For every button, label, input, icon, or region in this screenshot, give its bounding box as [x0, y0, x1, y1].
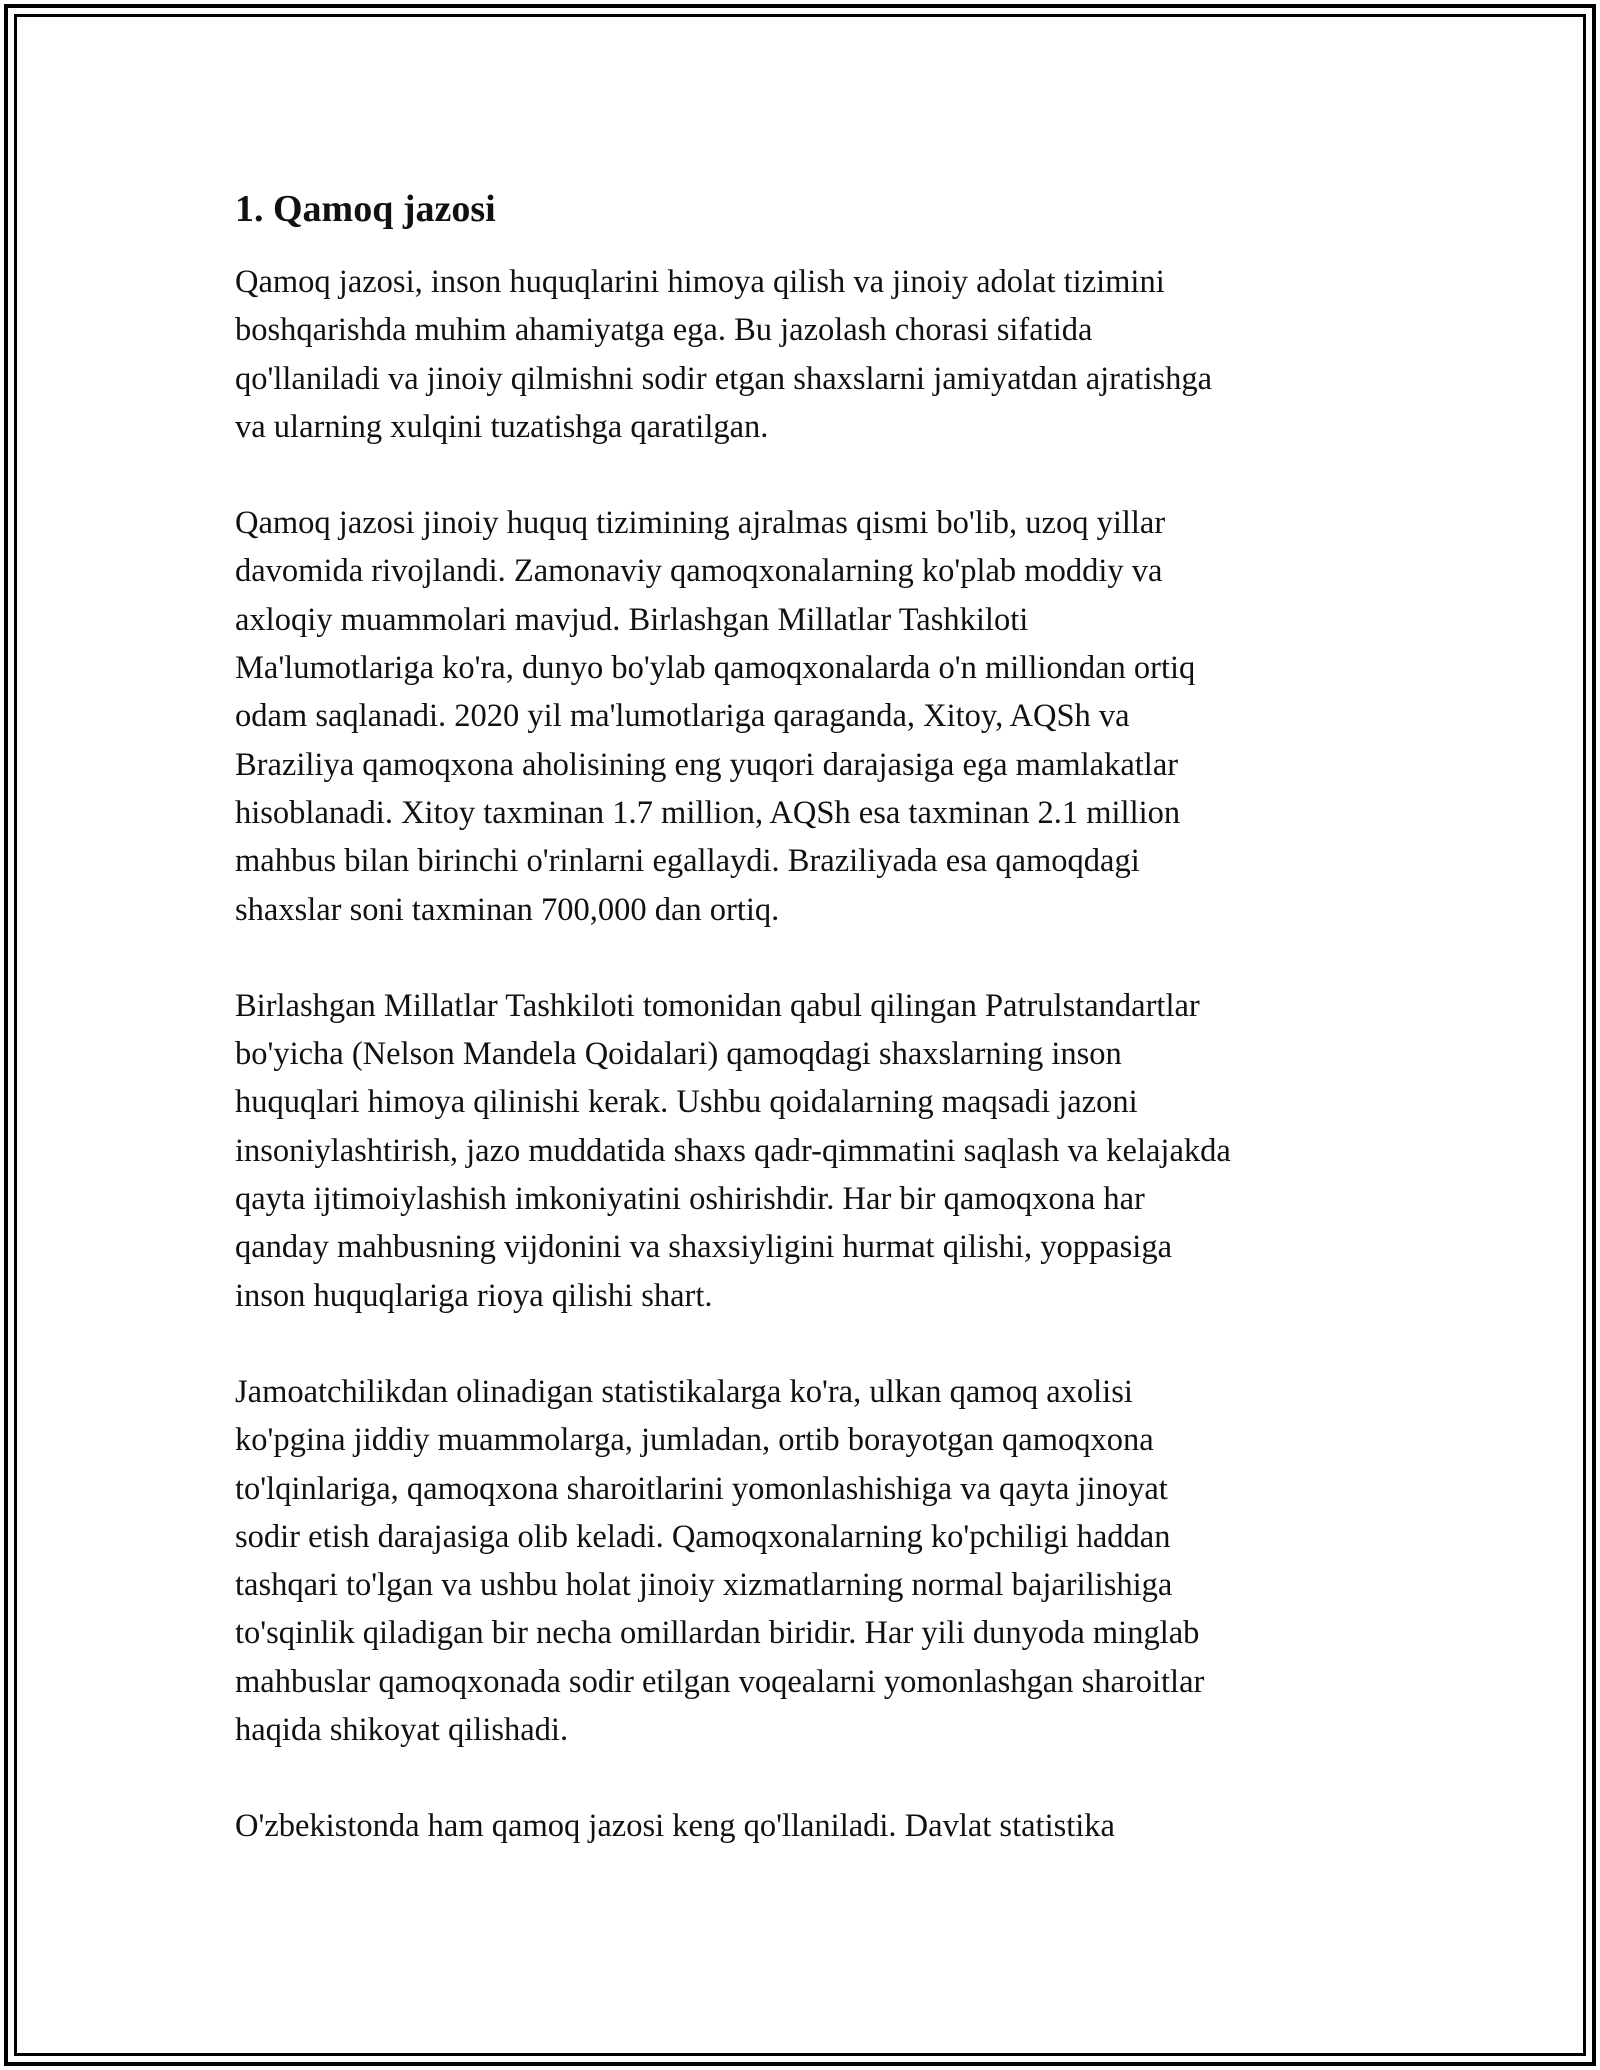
paragraph-line: bo'yicha (Nelson Mandela Qoidalari) qamoqdagi shaxslarning inson [235, 1036, 1122, 1073]
paragraph-line: sodir etish darajasiga olib keladi. Qamoqxonalarning ko'pchiligi haddan [235, 1518, 1171, 1555]
paragraph [235, 1802, 1365, 1850]
paragraph-line: inson huquqlariga rioya qilishi shart. [235, 1277, 713, 1314]
paragraph-line: Ma'lumotlariga ko'ra, dunyo bo'ylab qamoqxonalarda o'n milliondan ortiq [235, 650, 1196, 687]
paragraph [235, 982, 1365, 1320]
paragraph-line: Jamoatchilikdan olinadigan statistikalarga ko'ra, ulkan qamoq axolisi [235, 1373, 1133, 1410]
paragraph-line: O'zbekistonda ham qamoq jazosi keng qo'llaniladi. Davlat statistika [235, 1808, 1115, 1845]
paragraph-line: huquqlari himoya qilinishi kerak. Ushbu qoidalarning maqsadi jazoni [235, 1084, 1138, 1121]
paragraph-line: to'sqinlik qiladigan bir necha omillardan biridir. Har yili dunyoda minglab [235, 1615, 1200, 1652]
paragraph-line: tashqari to'lgan va ushbu holat jinoiy xizmatlarning normal bajarilishiga [235, 1567, 1173, 1604]
paragraph-line: boshqarishda muhim ahamiyatga ega. Bu jazolash chorasi sifatida [235, 312, 1093, 349]
paragraph-line: insoniylashtirish, jazo muddatida shaxs qadr-qimmatini saqlash va kelajakda [235, 1132, 1231, 1169]
paragraph-line: haqida shikoyat qilishadi. [235, 1712, 569, 1749]
paragraph [235, 258, 1365, 451]
paragraph-line: qanday mahbusning vijdonini va shaxsiyligini hurmat qilishi, yoppasiga [235, 1229, 1172, 1266]
paragraph-line: to'lqinlariga, qamoqxona sharoitlarini yomonlashishiga va qayta jinoyat [235, 1470, 1168, 1507]
paragraph-container [235, 258, 1365, 1851]
paragraph-line: shaxslar soni taxminan 700,000 dan ortiq. [235, 891, 780, 928]
paragraph-line: va ularning xulqini tuzatishga qaratilgan. [235, 408, 769, 445]
paragraph-line: qo'llaniladi va jinoiy qilmishni sodir etgan shaxslarni jamiyatdan ajratishga [235, 360, 1213, 397]
paragraph-line: mahbuslar qamoqxonada sodir etilgan voqealarni yomonlashgan sharoitlar [235, 1663, 1205, 1700]
paragraph-line: Qamoq jazosi, inson huquqlarini himoya qilish va jinoiy adolat tizimini [235, 264, 1165, 300]
paragraph-line: davomida rivojlandi. Zamonaviy qamoqxonalarning ko'plab moddiy va [235, 553, 1163, 590]
section-heading: 1. Qamoq jazosi [235, 188, 496, 230]
paragraph-line: mahbus bilan birinchi o'rinlarni egallaydi. Braziliyada esa qamoqdagi [235, 843, 1140, 880]
paragraph [235, 499, 1365, 934]
paragraph [235, 1368, 1365, 1754]
document-body [235, 186, 1365, 1899]
paragraph-line: Braziliya qamoqxona aholisining eng yuqori darajasiga ega mamlakatlar [235, 746, 1179, 783]
paragraph-line: hisoblanadi. Xitoy taxminan 1.7 million, AQSh esa taxminan 2.1 million [235, 794, 1181, 831]
paragraph-line: Birlashgan Millatlar Tashkiloti tomonidan qabul qilingan Patrulstandartlar [235, 987, 1200, 1024]
paragraph-line: Qamoq jazosi jinoiy huquq tizimining ajralmas qismi bo'lib, uzoq yillar [235, 505, 1166, 542]
paragraph-line: ko'pgina jiddiy muammolarga, jumladan, ortib borayotgan qamoqxona [235, 1422, 1154, 1459]
paragraph-line: qayta ijtimoiylashish imkoniyatini oshirishdir. Har bir qamoqxona har [235, 1181, 1145, 1218]
paragraph-line: odam saqlanadi. 2020 yil ma'lumotlariga qaraganda, Xitoy, AQSh va [235, 698, 1130, 735]
paragraph-line: axloqiy muammolari mavjud. Birlashgan Millatlar Tashkiloti [235, 601, 1029, 638]
